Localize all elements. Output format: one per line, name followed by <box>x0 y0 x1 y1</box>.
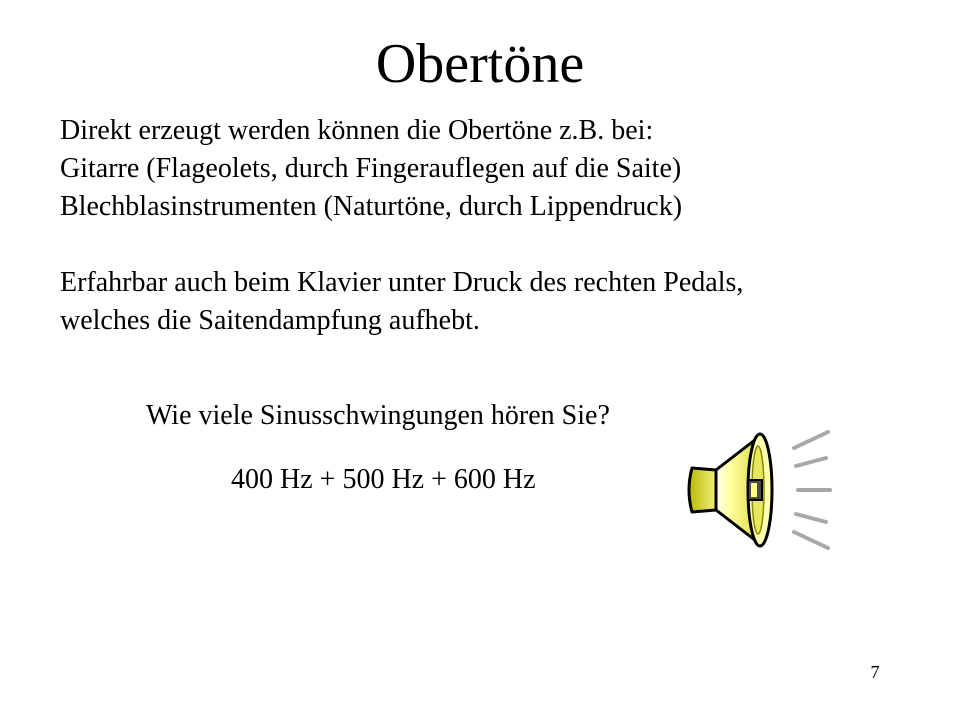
speaker-svg <box>682 418 842 568</box>
slide-title: Obertöne <box>375 33 585 95</box>
frequency-formula: 400 Hz + 500 Hz + 600 Hz <box>231 464 536 495</box>
text-line: Blechblasinstrumenten (Naturtöne, durch Lippendruck) <box>60 191 683 222</box>
text-line: Direkt erzeugt werden können die Obertöne z.B. bei: <box>60 115 654 146</box>
piano-note <box>60 264 920 340</box>
page-number: 7 <box>870 662 880 682</box>
question-text: Wie viele Sinusschwingungen hören Sie? <box>146 400 610 431</box>
sound-waves <box>794 432 830 548</box>
text-line: welches die Saitendampfung aufhebt. <box>60 305 480 336</box>
text-line: Erfahrbar auch beim Klavier unter Druck des rechten Pedals, <box>60 267 744 298</box>
speaker-icon[interactable] <box>682 418 842 568</box>
text-line: Gitarre (Flageolets, durch Fingerauflegen auf die Saite) <box>60 153 682 184</box>
instrument-list <box>60 112 920 226</box>
